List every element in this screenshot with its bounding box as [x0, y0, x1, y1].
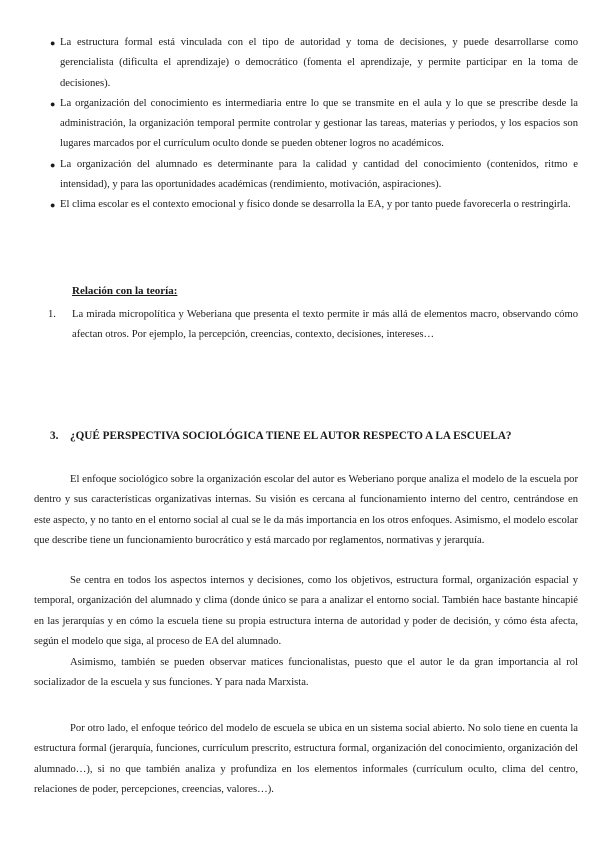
section-title: ¿QUÉ PERSPECTIVA SOCIOLÓGICA TIENE EL AUTOR RESPECTO A LA ESCUELA? [70, 430, 512, 442]
item-number: 1. [48, 309, 56, 320]
paragraph: El enfoque sociológico sobre la organización escolar del autor es Weberiano porque analiza el modelo de la escuela por dentro y sus características organizativas internas. Su visión es cercana al funcionamiento interno del centro, centrándose en este aspecto, y no tanto en el entorno social al cual se le da más importancia en los otros enfoques. Asimismo, el modelo escolar que describe tiene un funcionamiento burocrático y está marcado por reglamentos, normativas y jerarquía. [34, 474, 578, 546]
bullet-text: La estructura formal está vinculada con el tipo de autoridad y toma de decisiones, y puede desarrollarse como gerencialista (dificulta el aprendizaje) o democrático (fomenta el aprendizaje, y permite participar en la toma de decisiones). [60, 37, 578, 89]
bullet-text: La organización del alumnado es determinante para la calidad y cantidad del conocimiento (contenidos, ritmo e intensidad), y para las oportunidades académicas (rendimiento, motivación, aspiraciones). [60, 158, 578, 191]
relacion-heading: Relación con la teoría: [72, 285, 178, 297]
bullet-item [50, 33, 578, 94]
bullet-icon: ● [50, 98, 56, 109]
paragraph: Asimismo, también se pueden observar matices funcionalistas, puesto que el autor le da gran importancia al rol socializador de la escuela y sus funciones. Y para nada Marxista. [34, 657, 578, 689]
bullet-item [50, 195, 578, 215]
item-text: La mirada micropolítica y Weberiana que presenta el texto permite ir más allá de elementos macro, observando cómo afectan otros. Por ejemplo, la percepción, creencias, contexto, decisiones, intereses… [72, 309, 578, 341]
numbered-list [48, 305, 578, 346]
paragraph: Por otro lado, el enfoque teórico del modelo de escuela se ubica en un sistema social abierto. No solo tiene en cuenta la estructura formal (jerarquía, funciones, currículum prescrito, estructura formal, organización del conocimiento, organización del alumnado…), si no que también analiza y profundiza en los elementos informales (currículum oculto, clima del centro, relaciones de poder, percepciones, creencias, valores…). [34, 723, 578, 795]
bullet-icon: ● [50, 200, 56, 211]
section-number: 3. [50, 430, 59, 442]
bullet-list [50, 33, 578, 216]
numbered-item [48, 305, 578, 346]
bullet-text: La organización del conocimiento es intermediaria entre lo que se transmite en el aula y lo que se prescribe desde la administración, la organización temporal permite controlar y gestionar las tareas, materias y periodos, y los espacios son lugares marcados por el currículum oculto donde se pueden obtener logros no académicos. [60, 97, 578, 150]
bullet-item [50, 155, 578, 196]
bullet-icon: ● [50, 159, 56, 170]
bullet-item [50, 94, 578, 155]
bullet-icon: ● [50, 38, 56, 48]
paragraph: Se centra en todos los aspectos internos y decisiones, como los objetivos, estructura formal, organización espacial y temporal, organización del alumnado y clima (donde único se para a analizar el entorno social. También hace bastante hincapié en las jerarquías y en cómo la escuela tiene su propia estructura interna de autoridad y poder de decisión, y cómo ésta afecta, según el modelo que siga, al proceso de EA del alumnado. [34, 575, 578, 647]
section-heading [50, 430, 580, 442]
bullet-text: El clima escolar es el contexto emocional y físico donde se desarrolla la EA, y por tanto puede favorecerla o restringirla. [60, 199, 571, 211]
